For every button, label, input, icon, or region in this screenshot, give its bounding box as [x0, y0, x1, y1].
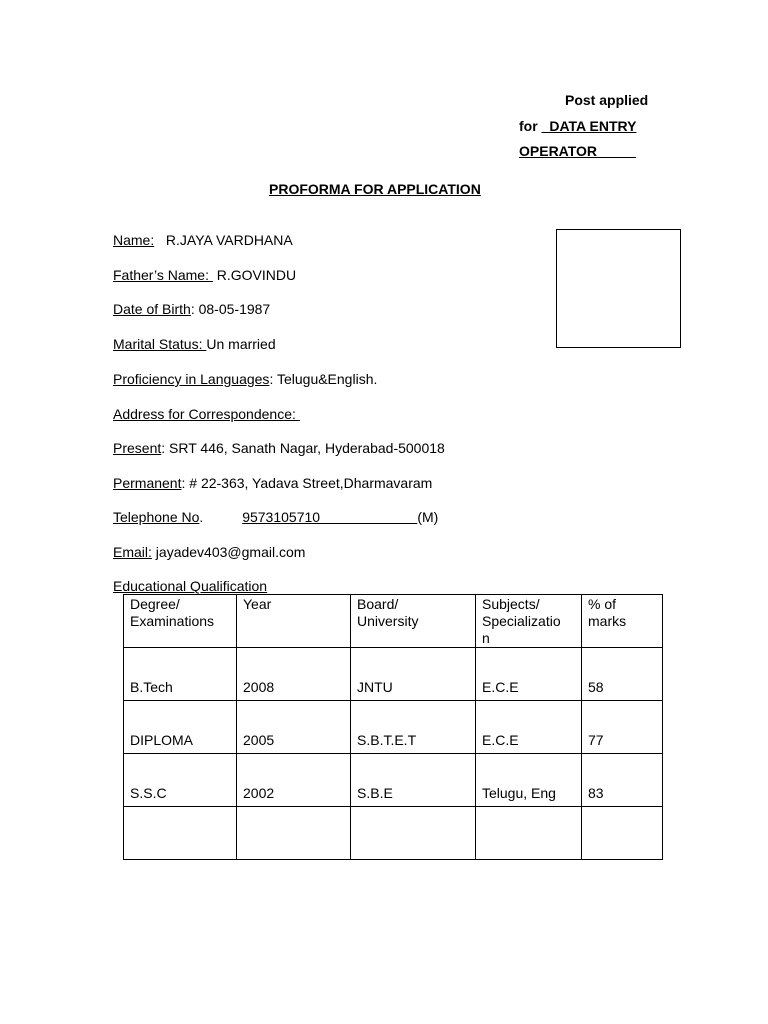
address-heading [113, 405, 300, 423]
cell-degree: B.Tech [124, 648, 237, 701]
table-row [124, 648, 663, 701]
cell-board [351, 807, 476, 860]
cell-subjects: Telugu, Eng [476, 754, 582, 807]
header-board-line1: Board/ [357, 596, 399, 612]
cell-subjects: E.C.E [476, 701, 582, 754]
post-applied-label [565, 92, 648, 108]
languages-separator: : [269, 371, 277, 387]
header-marks [582, 595, 663, 648]
email-field [113, 543, 305, 561]
telephone-suffix: (M) [417, 509, 439, 525]
cell-degree: S.S.C [124, 754, 237, 807]
telephone-separator: . [199, 509, 243, 525]
education-heading-label: Educational Qualification [113, 578, 268, 594]
education-heading [113, 577, 267, 595]
marital-status-field [113, 335, 276, 353]
languages-label: Proficiency in Languages [113, 371, 270, 387]
email-label: Email: [113, 544, 152, 560]
name-separator [154, 232, 166, 248]
table-row [124, 701, 663, 754]
cell-marks: 83 [582, 754, 663, 807]
address-heading-label: Address for Correspondence: [113, 406, 300, 422]
cell-degree [124, 807, 237, 860]
photo-placeholder-box [556, 229, 681, 348]
header-subjects-line1: Subjects/ [482, 596, 540, 612]
dob-separator: : [190, 301, 199, 317]
father-name-field [113, 266, 296, 284]
cell-marks [582, 807, 663, 860]
header-subjects-line2: Specializatio [482, 613, 561, 629]
dob-field [113, 300, 270, 318]
telephone-label: Telephone No [113, 509, 200, 525]
cell-subjects: E.C.E [476, 648, 582, 701]
present-address-value: SRT 446, Sanath Nagar, Hyderabad-500018 [169, 440, 445, 456]
post-applied-text: Post applied [565, 92, 649, 108]
cell-board: S.B.T.E.T [351, 701, 476, 754]
header-degree-line1: Degree/ [130, 596, 180, 612]
cell-board: S.B.E [351, 754, 476, 807]
father-name-value: R.GOVINDU [216, 267, 297, 283]
table-row [124, 754, 663, 807]
cell-marks: 77 [582, 701, 663, 754]
header-board [351, 595, 476, 648]
permanent-address-field [113, 474, 432, 492]
email-value: jayadev403@gmail.com [155, 544, 306, 560]
post-applied-for [519, 118, 636, 134]
cell-board: JNTU [351, 648, 476, 701]
header-board-line2: University [357, 613, 419, 629]
cell-year: 2005 [237, 701, 351, 754]
telephone-value: 9573105710 [242, 509, 418, 525]
header-marks-line2: marks [588, 613, 627, 629]
dob-label: Date of Birth [113, 301, 191, 317]
header-degree-line2: Examinations [130, 613, 215, 629]
header-degree [124, 595, 237, 648]
permanent-address-label: Permanent [113, 475, 182, 491]
post-name-part1: _DATA ENTRY [541, 118, 637, 134]
education-table [123, 594, 663, 860]
header-year-text: Year [243, 596, 272, 612]
header-year [237, 595, 351, 648]
cell-subjects [476, 807, 582, 860]
table-row [124, 807, 663, 860]
present-address-separator: : [161, 440, 170, 456]
post-for-text: for [519, 118, 542, 134]
name-value: R.JAYA VARDHANA [165, 232, 293, 248]
marital-status-value: Un married [206, 336, 276, 352]
post-applied-operator [519, 143, 636, 159]
table-header-row [124, 595, 663, 648]
cell-degree: DIPLOMA [124, 701, 237, 754]
permanent-address-value: # 22-363, Yadava Street,Dharmavaram [189, 475, 433, 491]
dob-value: 08-05-1987 [198, 301, 271, 317]
cell-year [237, 807, 351, 860]
name-label: Name: [113, 232, 155, 248]
name-field [113, 231, 293, 249]
marital-status-label: Marital Status: [113, 336, 207, 352]
father-name-label: Father’s Name: [113, 267, 213, 283]
present-address-field [113, 439, 445, 457]
header-marks-line1: % of [588, 596, 617, 612]
telephone-field [113, 508, 438, 526]
cell-marks: 58 [582, 648, 663, 701]
present-address-label: Present [113, 440, 162, 456]
header-subjects [476, 595, 582, 648]
header-subjects-line3: n [482, 630, 490, 646]
post-name-part2: OPERATOR_____ [519, 143, 636, 159]
permanent-address-separator: : [181, 475, 190, 491]
languages-field [113, 370, 377, 388]
languages-value: Telugu&English. [276, 371, 378, 387]
page-title: PROFORMA FOR APPLICATION [269, 181, 481, 197]
cell-year: 2002 [237, 754, 351, 807]
cell-year: 2008 [237, 648, 351, 701]
